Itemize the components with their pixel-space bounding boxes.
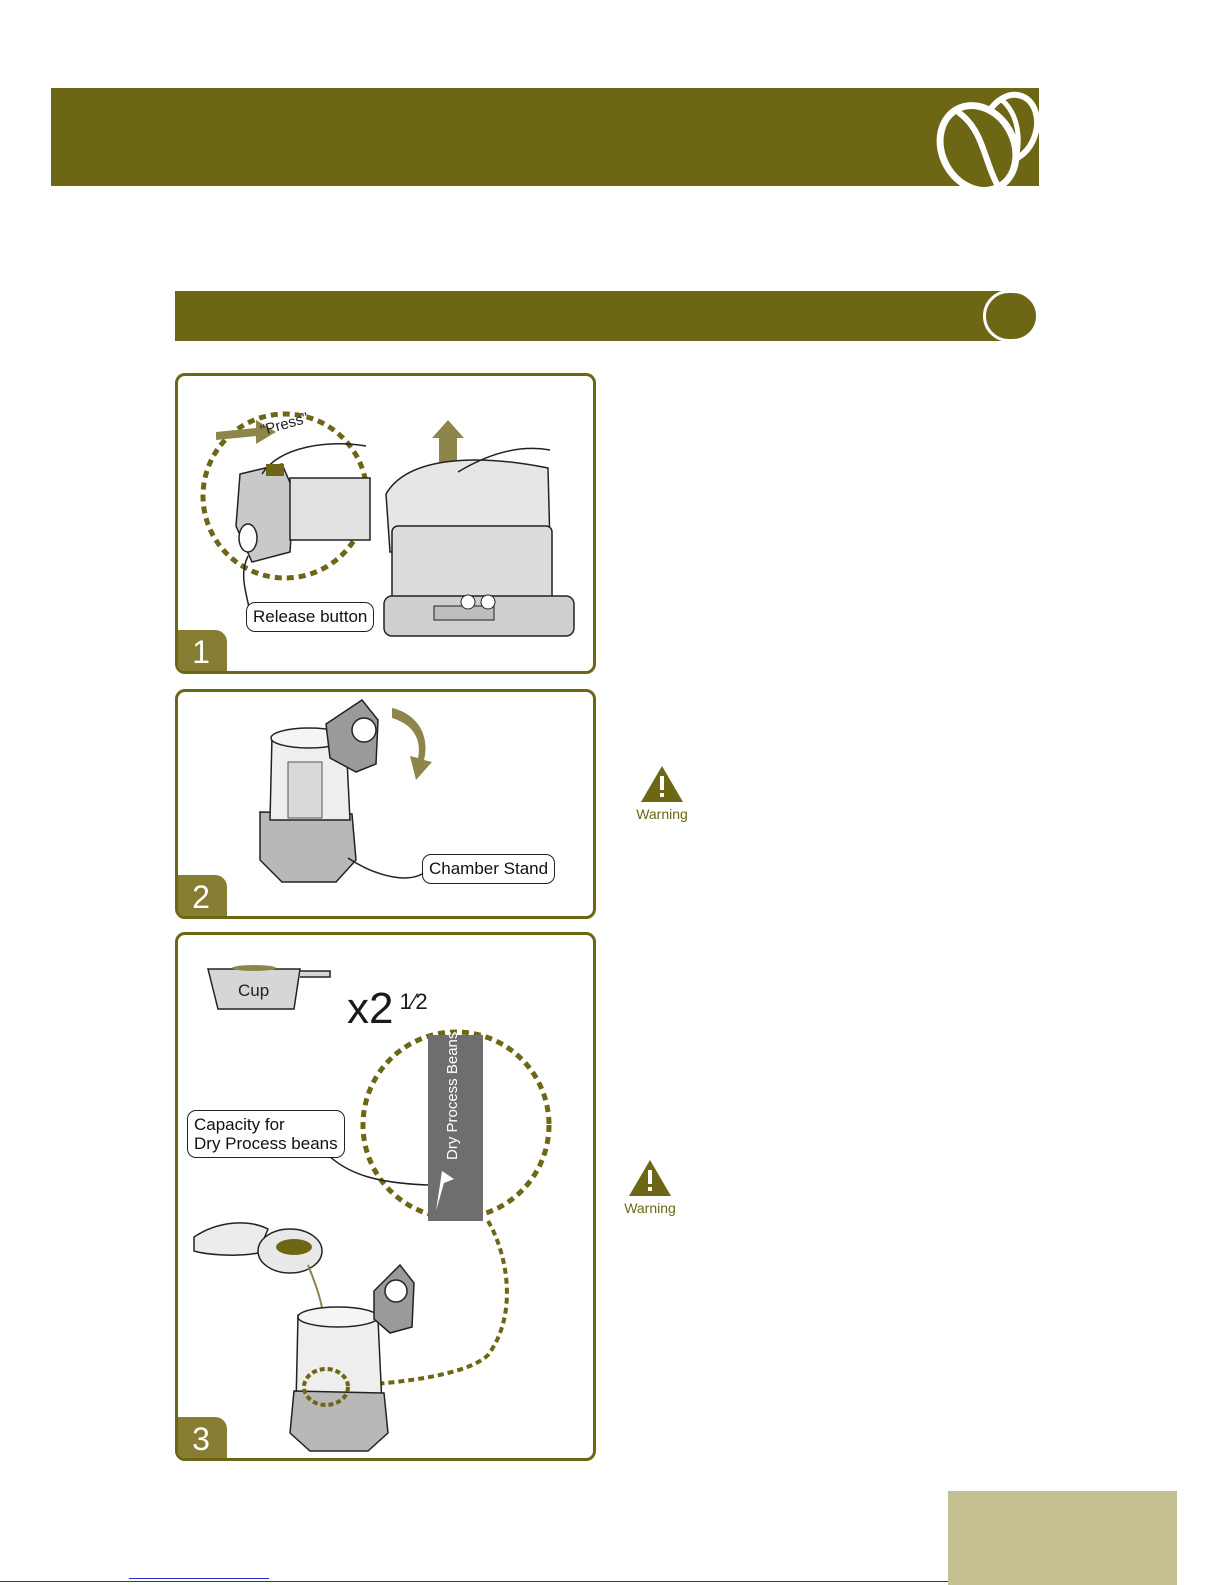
step-1-badge: 1 [175,630,227,674]
warning-label: Warning [624,1200,676,1216]
section-title-bar [175,291,1007,341]
multiplier-value: x2 [347,984,394,1033]
capacity-callout-line2: Dry Process beans [194,1134,338,1153]
header-band [51,88,1039,186]
step-3-panel [175,932,596,1461]
warning-step-3 [610,1158,690,1216]
dry-process-strip-label: Dry Process Beans [444,1031,461,1160]
multiplier-fraction: 1⁄2 [399,989,428,1014]
section-cap [983,290,1039,342]
step-2-panel [175,689,596,919]
step-1-illustration [178,376,593,671]
footer-divider [0,1581,948,1582]
capacity-callout-line1: Capacity for [194,1115,285,1134]
step-3-badge: 3 [175,1417,227,1461]
chamber-stand-callout: Chamber Stand [422,854,555,884]
footer-page-box [948,1491,1177,1585]
warning-icon [639,764,685,804]
cup-multiplier [347,980,428,1031]
warning-step-2 [622,764,702,822]
coffee-beans-icon [928,86,1048,194]
footer-link[interactable] [129,1578,269,1579]
step-1-panel [175,373,596,674]
warning-icon [627,1158,673,1198]
capacity-callout [187,1110,345,1158]
release-button-callout: Release button [246,602,374,632]
press-label: "Press" [258,409,311,440]
step-2-badge: 2 [175,875,227,919]
warning-label: Warning [636,806,688,822]
cup-label: Cup [238,981,270,1000]
